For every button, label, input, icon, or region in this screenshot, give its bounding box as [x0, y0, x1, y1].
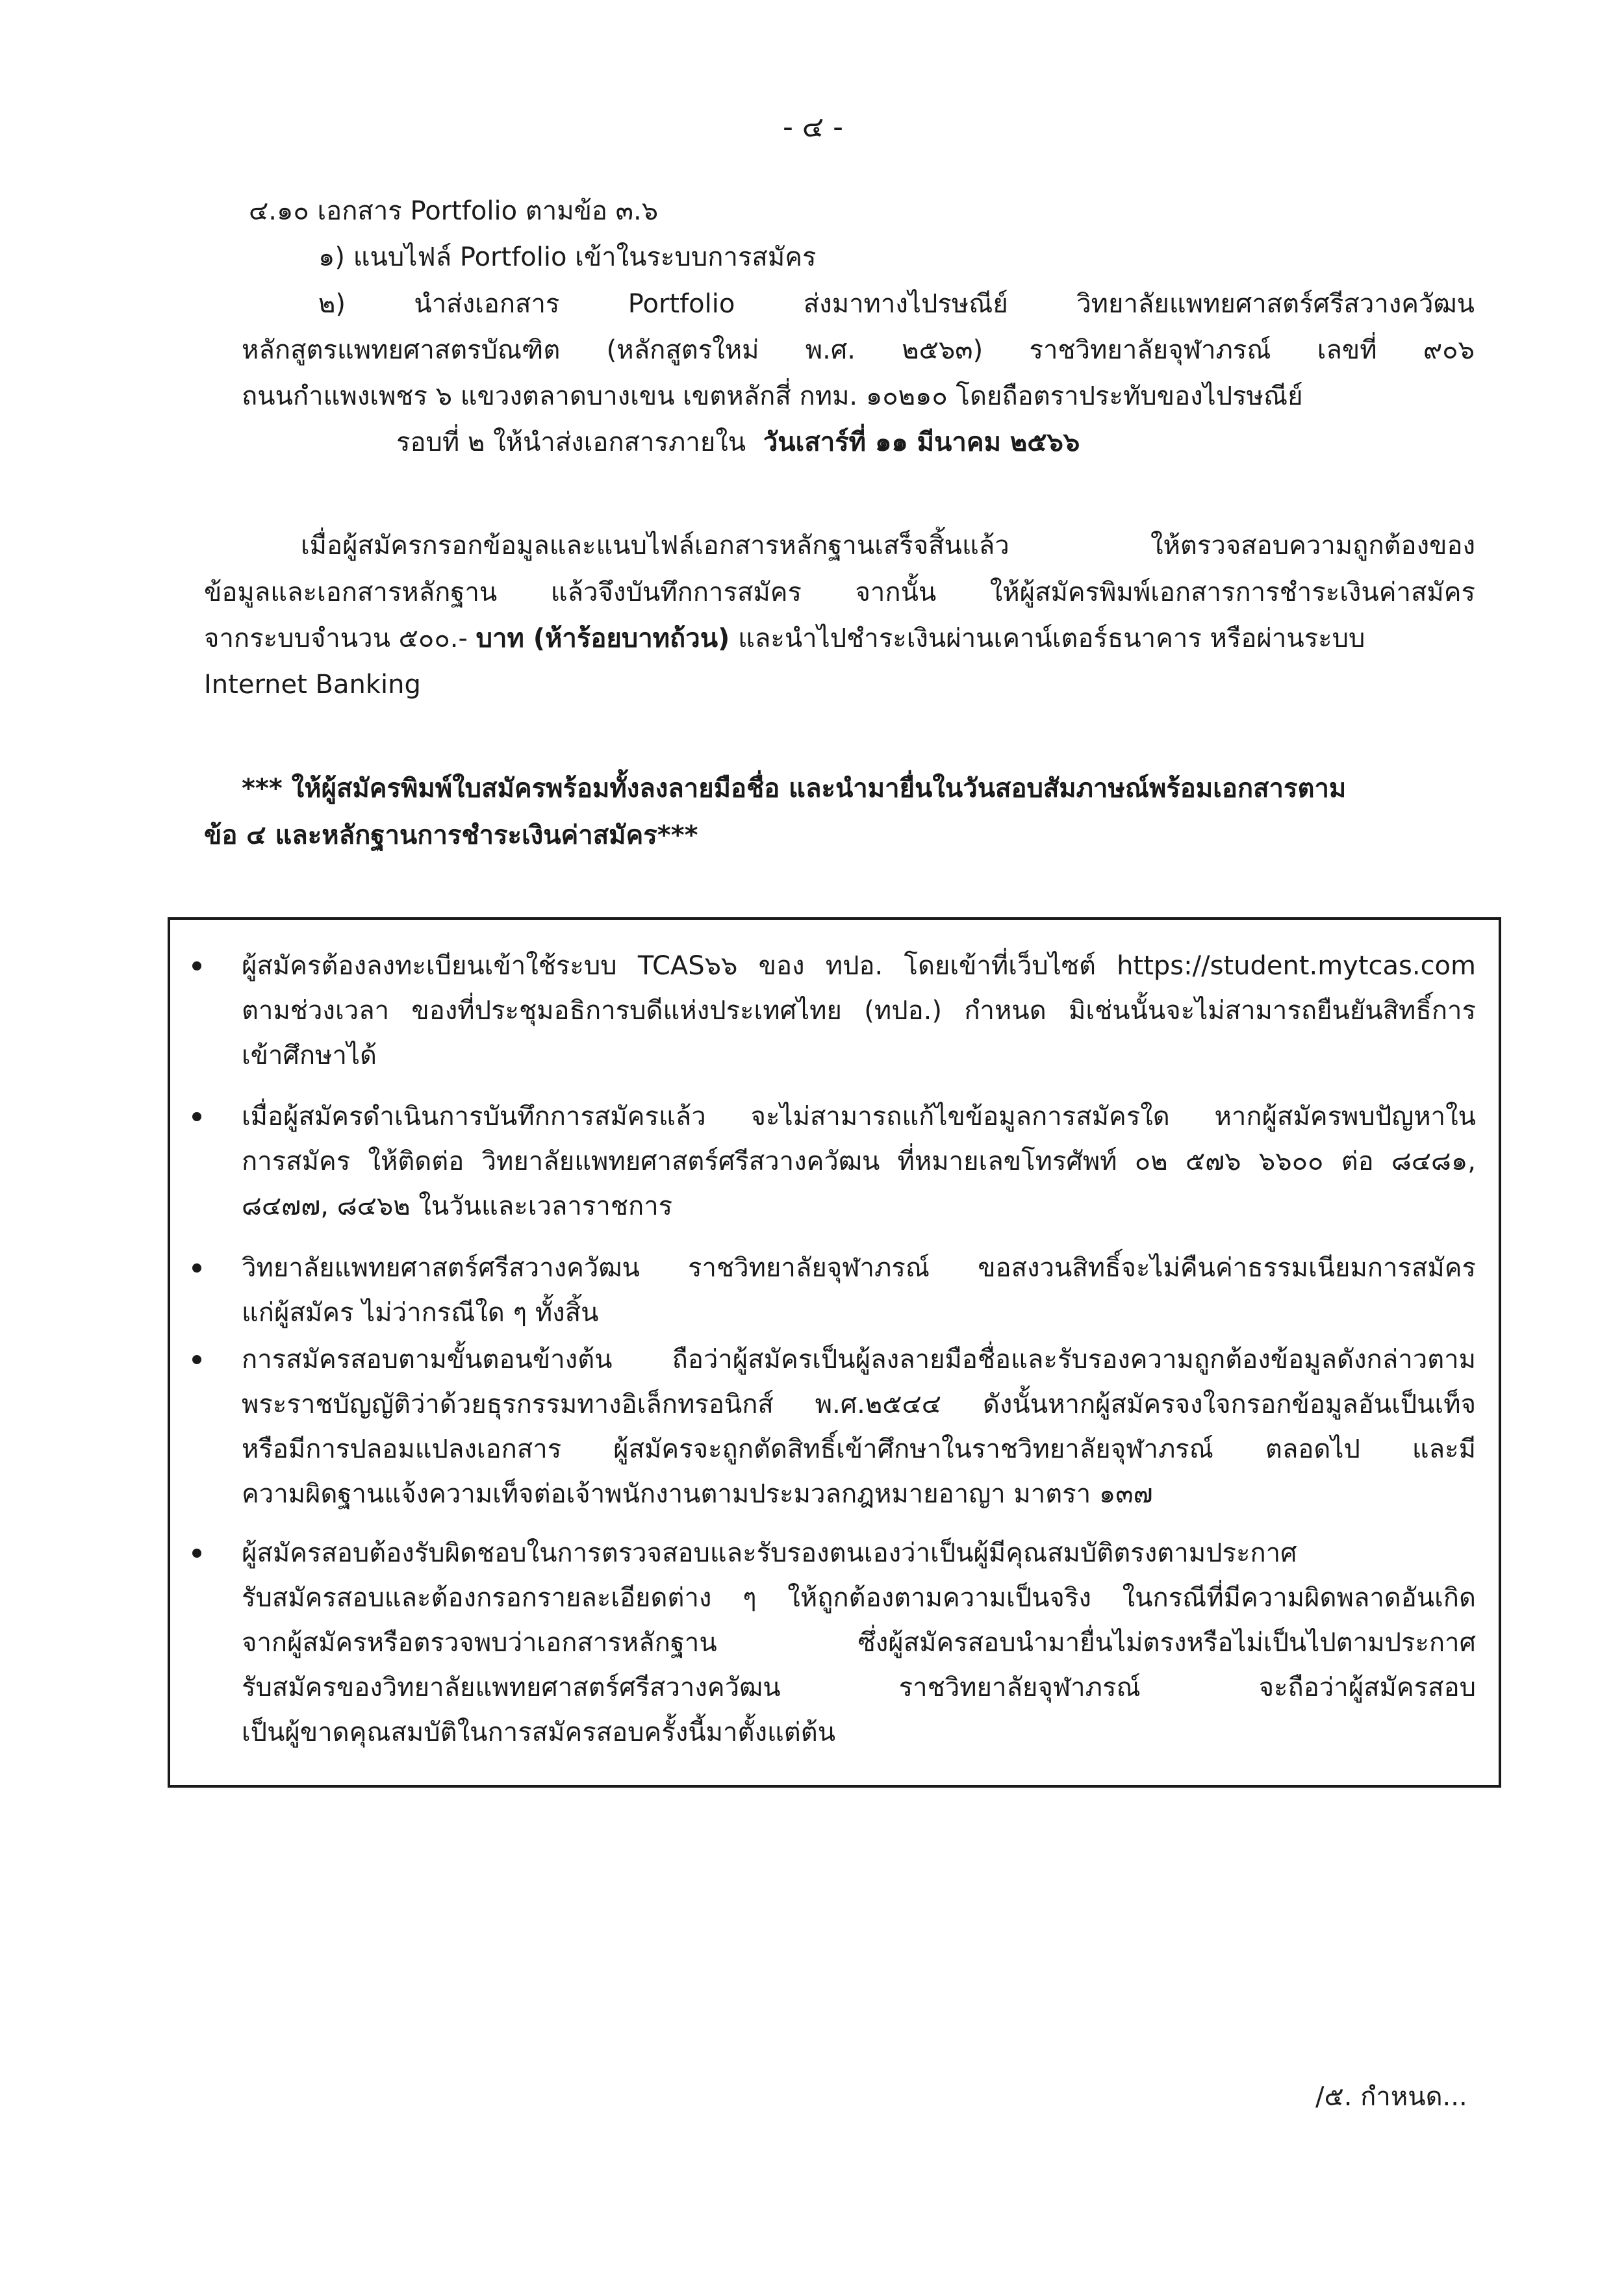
- bullet-icon: [192, 1355, 201, 1364]
- payment-amount-text: จากระบบจำนวน ๕๐๐.-: [204, 624, 468, 653]
- round-text: รอบที่ ๒ ให้นำส่งเอกสารภายใน: [396, 427, 746, 457]
- bullet-icon: [192, 1263, 201, 1273]
- notice-line: จากผู้สมัครหรือตรวจพบว่าเอกสารหลักฐาน ซึ่งผู้สมัครสอบนำมายื่นไม่ตรงหรือไม่เป็นไปตามประกาศ: [242, 1628, 1476, 1658]
- round-line: [396, 423, 1080, 462]
- notice-line: เมื่อผู้สมัครดำเนินการบันทึกการสมัครแล้ว จะไม่สามารถแก้ไขข้อมูลการสมัครใด หากผู้สมัครพบปัญหาใน: [242, 1102, 1476, 1132]
- notice-line: ผู้สมัครต้องลงทะเบียนเข้าใช้ระบบ TCAS๖๖ ของ ทปอ. โดยเข้าที่เว็บไซต์ https://student.mytcas.com: [242, 951, 1476, 981]
- notice-line: เข้าศึกษาได้: [242, 1041, 377, 1071]
- payment-line: [204, 619, 1365, 658]
- notice-line: หรือมีการปลอมแปลงเอกสาร ผู้สมัครจะถูกตัดสิทธิ์เข้าศึกษาในราชวิทยาลัยจุฬาภรณ์ ตลอดไป และมี: [242, 1434, 1476, 1464]
- section-heading: ๔.๑๐ เอกสาร Portfolio ตามข้อ ๓.๖: [249, 196, 659, 226]
- section-item-2-line: ๒) นำส่งเอกสาร Portfolio ส่งมาทางไปรษณีย์ วิทยาลัยแพทยศาสตร์ศรีสวางควัฒน: [318, 289, 1475, 319]
- notice-line: การสมัคร ให้ติดต่อ วิทยาลัยแพทยศาสตร์ศรีสวางควัฒน ที่หมายเลขโทรศัพท์ ๐๒ ๕๗๖ ๖๖๐๐ ต่อ ๘๔๘๑,: [242, 1147, 1476, 1176]
- notice-line: รับสมัครสอบและต้องกรอกรายละเอียดต่าง ๆ ให้ถูกต้องตามความเป็นจริง ในกรณีที่มีความผิดพลาดอันเกิด: [242, 1583, 1476, 1613]
- notice-line: วิทยาลัยแพทยศาสตร์ศรีสวางควัฒน ราชวิทยาลัยจุฬาภรณ์ ขอสงวนสิทธิ์จะไม่คืนค่าธรรมเนียมการสมัคร: [242, 1253, 1476, 1283]
- bullet-icon: [192, 1112, 201, 1121]
- notice-line: ๘๔๗๗, ๘๔๖๒ ในวันและเวลาราชการ: [242, 1191, 673, 1221]
- continuation-marker: /๕. กำหนด...: [1315, 2082, 1467, 2112]
- section-item-2-line: หลักสูตรแพทยศาสตรบัณฑิต (หลักสูตรใหม่ พ.ศ. ๒๕๖๓) ราชวิทยาลัยจุฬาภรณ์ เลขที่ ๙๐๖: [242, 335, 1475, 365]
- payment-line: เมื่อผู้สมัครกรอกข้อมูลและแนบไฟล์เอกสารหลักฐานเสร็จสิ้นแล้ว ให้ตรวจสอบความถูกต้องของ: [301, 531, 1475, 561]
- notice-line: แก่ผู้สมัคร ไม่ว่ากรณีใด ๆ ทั้งสิ้น: [242, 1298, 599, 1328]
- bullet-icon: [192, 961, 201, 970]
- bullet-icon: [192, 1549, 201, 1558]
- notice-line: ความผิดฐานแจ้งความเท็จต่อเจ้าพนักงานตามประมวลกฎหมายอาญา มาตรา ๑๓๗: [242, 1479, 1153, 1509]
- payment-line: Internet Banking: [204, 670, 421, 700]
- notice-line: การสมัครสอบตามขั้นตอนข้างต้น ถือว่าผู้สมัครเป็นผู้ลงลายมือชื่อและรับรองความถูกต้องข้อมูลดังกล่าวตาม: [242, 1345, 1476, 1375]
- notice-line: รับสมัครของวิทยาลัยแพทยศาสตร์ศรีสวางควัฒน ราชวิทยาลัยจุฬาภรณ์ จะถือว่าผู้สมัครสอบ: [242, 1673, 1476, 1703]
- notice-line: ตามช่วงเวลา ของที่ประชุมอธิการบดีแห่งประเทศไทย (ทปอ.) กำหนด มิเช่นนั้นจะไม่สามารถยืนยันสิทธิ์การ: [242, 996, 1476, 1026]
- payment-line: ข้อมูลและเอกสารหลักฐาน แล้วจึงบันทึกการสมัคร จากนั้น ให้ผู้สมัครพิมพ์เอกสารการชำระเงินค่าสมัคร: [204, 577, 1475, 607]
- print-notice-line: ข้อ ๔ และหลักฐานการชำระเงินค่าสมัคร***: [204, 820, 698, 850]
- notice-line: ผู้สมัครสอบต้องรับผิดชอบในการตรวจสอบและรับรองตนเองว่าเป็นผู้มีคุณสมบัติตรงตามประกาศ: [242, 1538, 1297, 1568]
- print-notice-line: *** ให้ผู้สมัครพิมพ์ใบสมัครพร้อมทั้งลงลายมือชื่อ และนำมายื่นในวันสอบสัมภาษณ์พร้อมเอกสารตาม: [242, 774, 1347, 804]
- section-item-2-line: ถนนกำแพงเพชร ๖ แขวงตลาดบางเขน เขตหลักสี่ กทม. ๑๐๒๑๐ โดยถือตราประทับของไปรษณีย์: [242, 381, 1303, 411]
- notice-line: เป็นผู้ขาดคุณสมบัติในการสมัครสอบครั้งนี้มาตั้งแต่ต้น: [242, 1718, 836, 1747]
- section-item-1: ๑) แนบไฟล์ Portfolio เข้าในระบบการสมัคร: [318, 242, 817, 272]
- notice-line: พระราชบัญญัติว่าด้วยธุรกรรมทางอิเล็กทรอนิกส์ พ.ศ.๒๕๔๔ ดังนั้นหากผู้สมัครจงใจกรอกข้อมูลอันเป็นเท็จ: [242, 1389, 1476, 1419]
- payment-amount-words: บาท (ห้าร้อยบาทถ้วน): [476, 624, 730, 653]
- page-number: - ๔ -: [783, 110, 844, 144]
- payment-method-text: และนำไปชำระเงินผ่านเคาน์เตอร์ธนาคาร หรือผ่านระบบ: [738, 624, 1365, 653]
- round-deadline: วันเสาร์ที่ ๑๑ มีนาคม ๒๕๖๖: [763, 427, 1080, 457]
